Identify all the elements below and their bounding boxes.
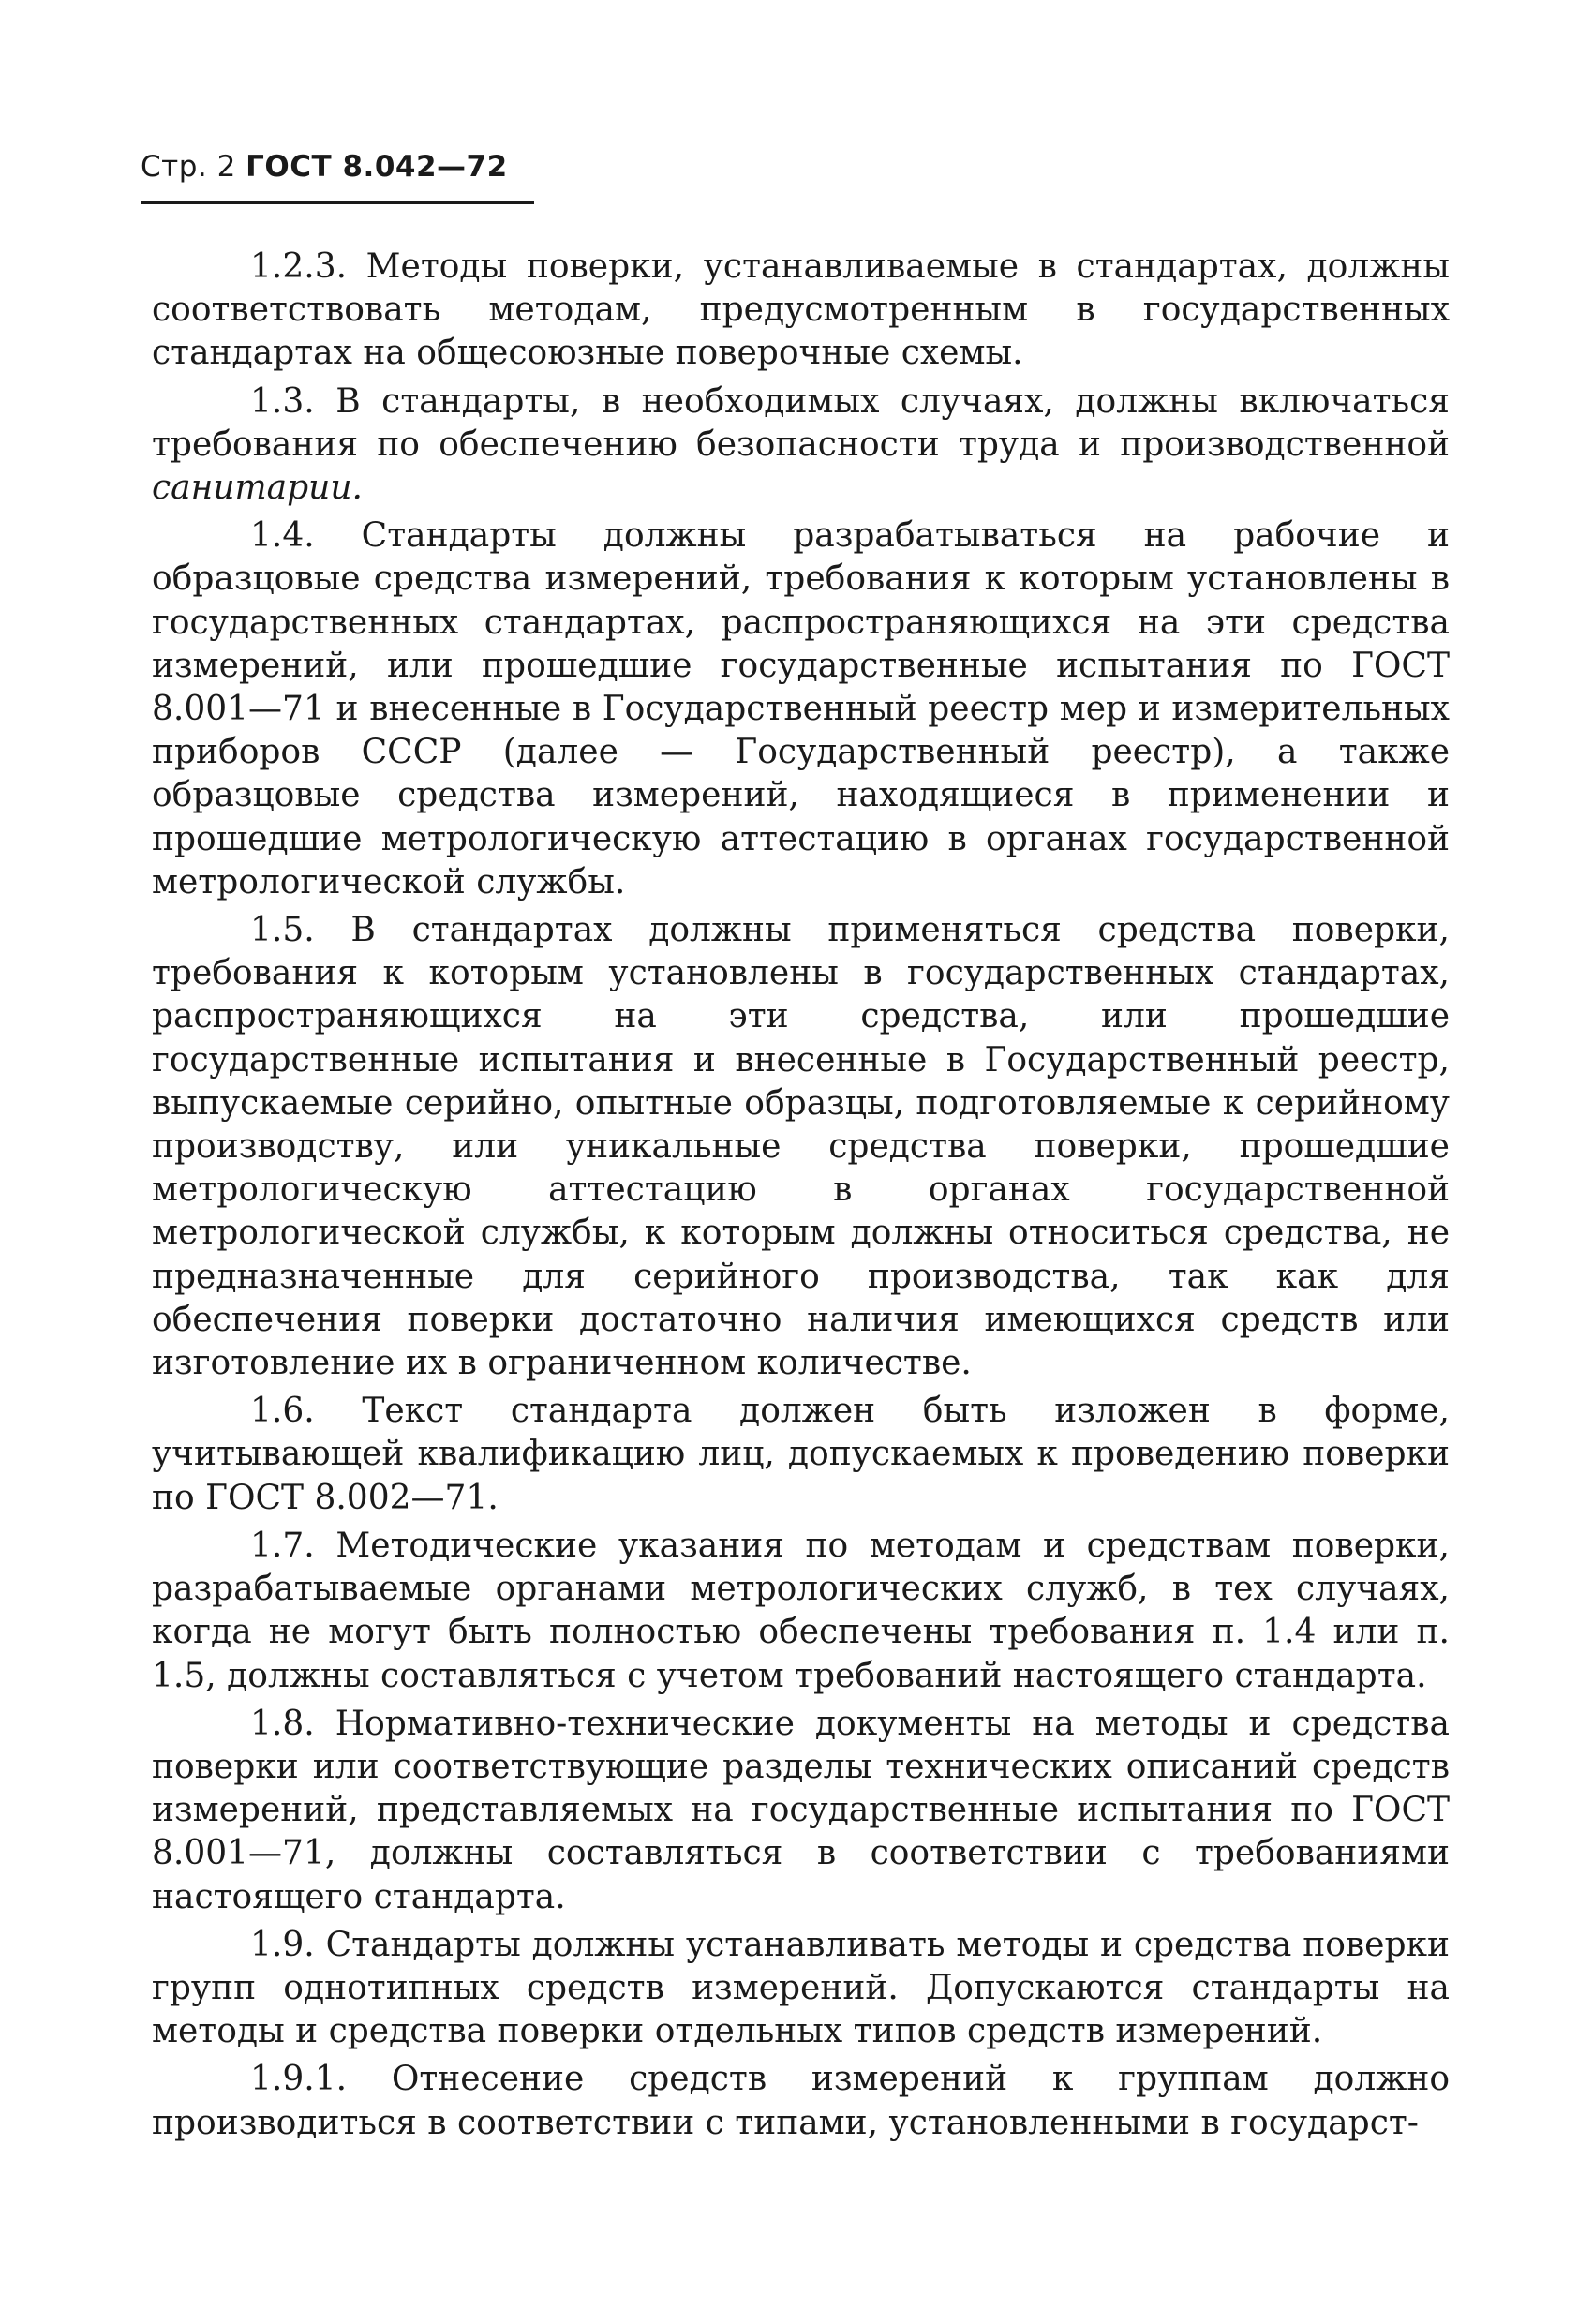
- standard-reference: ГОСТ 8.042—72: [246, 150, 508, 184]
- paragraph-1-7: 1.7. Методические указания по методам и средствам поверки, разрабатываемые органами метрологических служб, в тех случаях, когда не могут быть полностью обеспечены требования п. 1.4 или п. 1.5, должны составляться с учетом требований настоящего стандарта.: [152, 1526, 1450, 1695]
- paragraph-1-6: 1.6. Текст стандарта должен быть изложен в форме, учитывающей квалификацию лиц, допускаемых к проведению поверки по ГОСТ 8.002—71.: [152, 1392, 1450, 1517]
- italic-fragment: санитарии.: [152, 469, 363, 508]
- paragraph-1-3: 1.3. В стандарты, в необходимых случаях, должны включаться требования по обеспечению безопасности труда и производственной санитарии.: [152, 381, 1450, 508]
- paragraph-1-9: 1.9. Стандарты должны устанавливать методы и средства поверки групп однотипных средств измерений. Допускаются стандарты на методы и средства поверки отдельных типов средств измерений.: [152, 1925, 1450, 2051]
- page-header: [141, 150, 508, 184]
- paragraph-1-2-3: 1.2.3. Методы поверки, устанавливаемые в стандартах, должны соответствовать методам, предусмотренным в государственных стандартах на общесоюзные поверочные схемы.: [152, 247, 1450, 373]
- document-body: [152, 246, 1450, 2150]
- paragraph-1-8: 1.8. Нормативно-технические документы на методы и средства поверки или соответствующие разделы технических описаний средств измерений, представляемых на государственные испытания по ГОСТ 8.001—71, должны составляться в соответствии с требованиями настоящего стандарта.: [152, 1704, 1450, 1916]
- paragraph-1-5: 1.5. В стандартах должны применяться средства поверки, требования к которым установлены в государственных стандартах, распространяющихся на эти средства, или прошедшие государственные испытания и внесенные в Государственный реестр, выпускаемые серийно, опытные образцы, подготовляемые к серийному производству, или уникальные средства поверки, прошедшие метрологическую аттестацию в органах государственной метрологической службы, к которым должны относиться средства, не предназначенные для серийного производства, так как для обеспечения поверки достаточно наличия имеющихся средств или изготовление их в ограниченном количестве.: [152, 911, 1450, 1383]
- header-divider: [141, 201, 534, 204]
- paragraph-1-4: 1.4. Стандарты должны разрабатываться на рабочие и образцовые средства измерений, требования к которым установлены в государственных стандартах, распространяющихся на эти средства измерений, или прошедшие государственные испытания по ГОСТ 8.001—71 и внесенные в Государственный реестр мер и измерительных приборов СССР (далее — Государственный реестр), а также образцовые средства измерений, находящиеся в применении и прошедшие метрологическую аттестацию в органах государственной метрологической службы.: [152, 516, 1450, 901]
- page-number-label: Стр. 2: [141, 150, 236, 184]
- paragraph-1-9-1: 1.9.1. Отнесение средств измерений к группам должно производиться в соответствии с типами, установленными в государст-: [152, 2060, 1450, 2142]
